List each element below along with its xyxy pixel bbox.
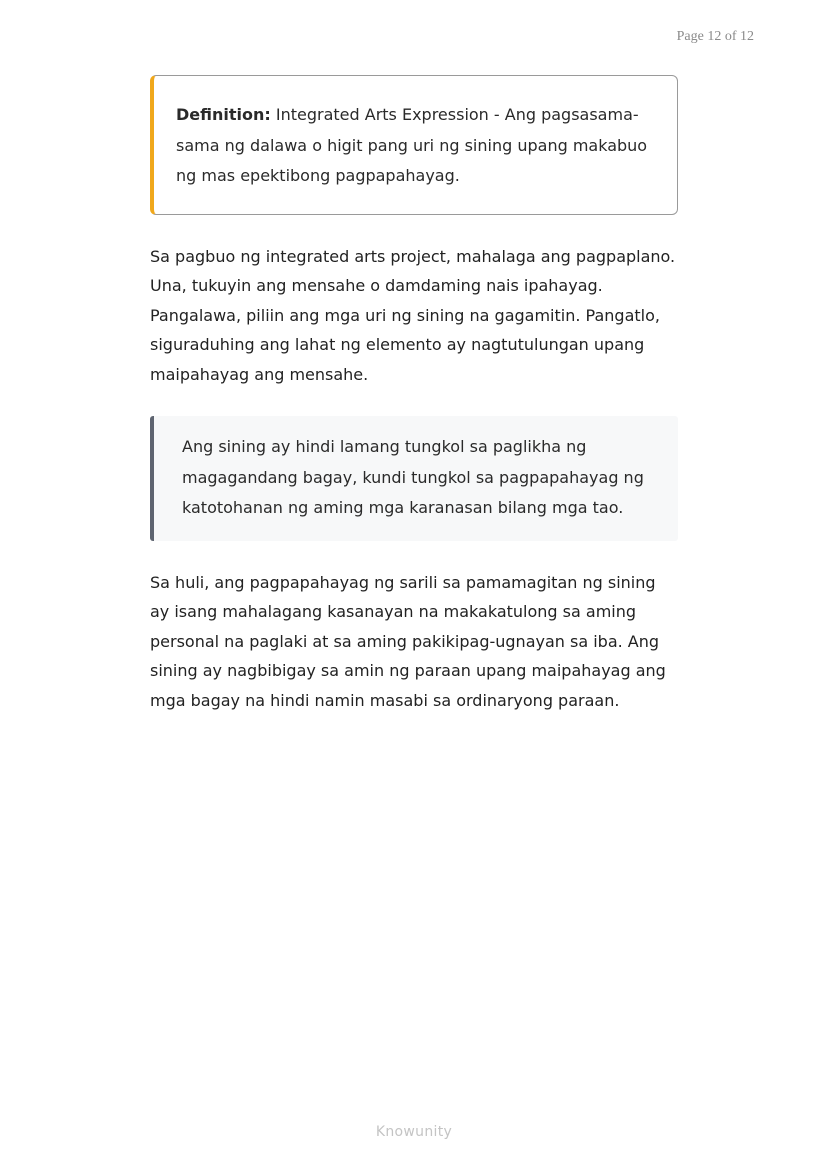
page-indicator: Page 12 of 12 (676, 29, 754, 44)
footer-brand-watermark: Knowunity (375, 1124, 453, 1140)
body-paragraph-conclusion: Sa huli, ang pagpapahayag ng sarili sa pamamagitan ng sining ay isang mahalagang kasanayan na makakatulong sa aming personal na paglaki at sa aming pakikipag-ugnayan sa iba. Ang sining ay nagbibigay sa amin ng paraan upang maipahayag ang mga bagay na hindi namin masabi sa ordinaryong paraan. (150, 572, 666, 710)
definition-text: Integrated Arts Expression - Ang pagsasama-sama ng dalawa o higit pang uri ng sining upang makabuo ng mas epektibong pagpapahayag. (176, 105, 648, 185)
body-paragraph-planning: Sa pagbuo ng integrated arts project, mahalaga ang pagpaplano. Una, tukuyin ang mensahe o damdaming nais ipahayag. Pangalawa, piliin ang mga uri ng sining na gagamitin. Pangatlo, siguraduhing ang lahat ng elemento ay nagtutulungan upang maipahayag ang mensahe. (150, 246, 676, 384)
blockquote (150, 416, 678, 541)
quote-text: Ang sining ay hindi lamang tungkol sa paglikha ng magagandang bagay, kundi tungkol sa pagpapahayag ng katotohanan ng aming mga karanasan bilang mga tao. (182, 437, 644, 517)
document-body (150, 75, 678, 715)
definition-term-label: Definition: (176, 105, 271, 124)
definition-callout (150, 75, 678, 215)
